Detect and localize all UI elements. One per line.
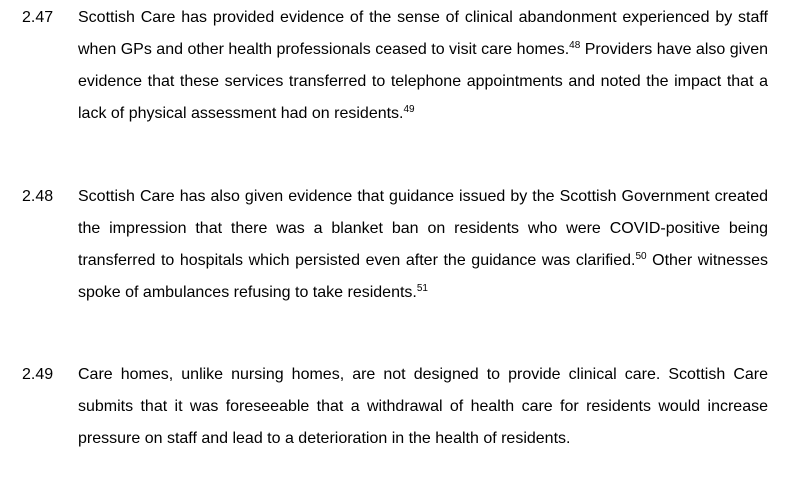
paragraph-text bbox=[78, 181, 768, 309]
paragraph-number: 2.49 bbox=[22, 366, 54, 383]
paragraph-text-part: Providers have also given evidence that these services transferred to telephone appointments and noted the impact that a lack of physical assessment had on residents. bbox=[78, 41, 769, 122]
paragraph-number: 2.47 bbox=[22, 9, 54, 26]
paragraph-text bbox=[78, 359, 768, 455]
paragraph-number: 2.48 bbox=[22, 188, 54, 205]
paragraph-text-part: Care homes, unlike nursing homes, are not designed to provide clinical care. Scottish Care submits that it was foreseeable that a withdrawal of health care for residents would increase pressure on staff and lead to a deterioration in the health of residents. bbox=[78, 366, 768, 447]
footnote-ref: 50 bbox=[635, 251, 647, 262]
paragraph-text-part: Scottish Care has also given evidence that guidance issued by the Scottish Government created the impression that there was a blanket ban on residents who were COVID-positive being transferred to hospitals which persisted even after the guidance was clarified. bbox=[78, 188, 768, 269]
paragraph-text bbox=[78, 2, 768, 130]
footnote-ref: 48 bbox=[569, 40, 581, 51]
footnote-ref: 51 bbox=[416, 283, 428, 294]
paragraph-text-part: Other witnesses spoke of ambulances refusing to take residents. bbox=[78, 252, 768, 301]
footnote-ref: 49 bbox=[403, 104, 415, 115]
paragraph-text-part: Scottish Care has provided evidence of the sense of clinical abandonment experienced by staff when GPs and other health professionals ceased to visit care homes. bbox=[78, 9, 768, 58]
